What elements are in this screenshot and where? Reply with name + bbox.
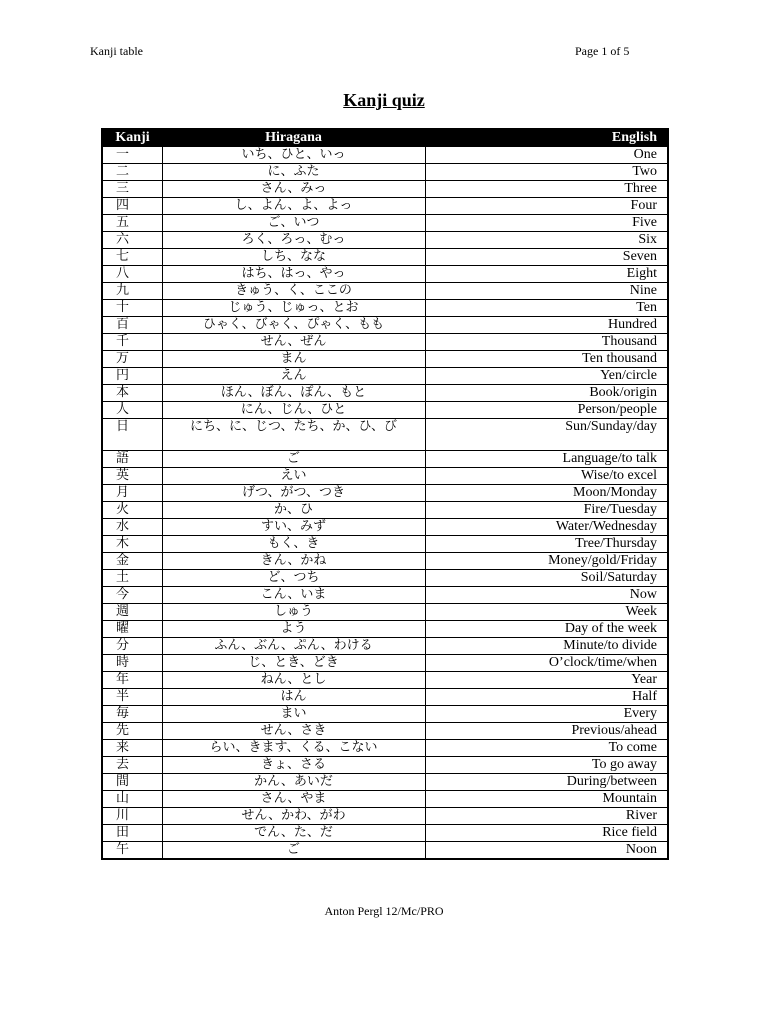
header-row — [102, 129, 668, 147]
hiragana-cell: さん、やま — [162, 791, 425, 808]
kanji-cell: 土 — [102, 570, 162, 587]
hiragana-cell: ろく、ろっ、むっ — [162, 232, 425, 249]
table-row — [102, 825, 668, 842]
english-cell: Week — [425, 604, 668, 621]
page-title-text: Kanji quiz — [343, 90, 425, 110]
kanji-cell: 火 — [102, 502, 162, 519]
hiragana-cell: もく、き — [162, 536, 425, 553]
table-row — [102, 672, 668, 689]
kanji-cell: 九 — [102, 283, 162, 300]
table-row — [102, 283, 668, 300]
hiragana-cell: ひゃく、びゃく、ぴゃく、もも — [162, 317, 425, 334]
hiragana-cell: し、よん、よ、よっ — [162, 198, 425, 215]
kanji-cell: 金 — [102, 553, 162, 570]
table-row — [102, 723, 668, 740]
english-cell: Year — [425, 672, 668, 689]
table-row — [102, 368, 668, 385]
kanji-cell: 万 — [102, 351, 162, 368]
hiragana-cell: こん、いま — [162, 587, 425, 604]
english-cell: River — [425, 808, 668, 825]
kanji-cell: 六 — [102, 232, 162, 249]
kanji-cell: 五 — [102, 215, 162, 232]
hiragana-cell: じ、とき、どき — [162, 655, 425, 672]
hiragana-cell: に、ふた — [162, 164, 425, 181]
english-cell: Eight — [425, 266, 668, 283]
kanji-cell: 三 — [102, 181, 162, 198]
english-cell: Thousand — [425, 334, 668, 351]
english-cell: Four — [425, 198, 668, 215]
kanji-cell: 時 — [102, 655, 162, 672]
kanji-cell: 四 — [102, 198, 162, 215]
table-row — [102, 553, 668, 570]
hiragana-cell: ご — [162, 451, 425, 468]
table-row — [102, 232, 668, 249]
english-cell: Fire/Tuesday — [425, 502, 668, 519]
kanji-cell: 二 — [102, 164, 162, 181]
table-row — [102, 638, 668, 655]
hiragana-cell: ふん、ぶん、ぷん、わける — [162, 638, 425, 655]
hiragana-cell: ご — [162, 842, 425, 860]
english-cell: Money/gold/Friday — [425, 553, 668, 570]
kanji-cell: 一 — [102, 147, 162, 164]
english-cell: Noon — [425, 842, 668, 860]
kanji-cell: 間 — [102, 774, 162, 791]
table-row — [102, 842, 668, 860]
kanji-cell: 人 — [102, 402, 162, 419]
table-row — [102, 502, 668, 519]
english-cell: Wise/to excel — [425, 468, 668, 485]
english-cell: One — [425, 147, 668, 164]
english-cell: Minute/to divide — [425, 638, 668, 655]
table-row — [102, 519, 668, 536]
hiragana-cell: らい、きます、くる、こない — [162, 740, 425, 757]
english-cell: Nine — [425, 283, 668, 300]
kanji-cell: 週 — [102, 604, 162, 621]
kanji-cell: 半 — [102, 689, 162, 706]
kanji-cell: 本 — [102, 385, 162, 402]
hiragana-cell: しち、なな — [162, 249, 425, 266]
english-cell: Book/origin — [425, 385, 668, 402]
hiragana-cell: しゅう — [162, 604, 425, 621]
kanji-cell: 語 — [102, 451, 162, 468]
hiragana-cell: ほん、ぼん、ぽん、もと — [162, 385, 425, 402]
hiragana-cell: ご、いつ — [162, 215, 425, 232]
table-row — [102, 536, 668, 553]
english-cell: Hundred — [425, 317, 668, 334]
table-row — [102, 791, 668, 808]
english-cell: Ten — [425, 300, 668, 317]
hiragana-cell: まん — [162, 351, 425, 368]
hiragana-cell: せん、ぜん — [162, 334, 425, 351]
english-cell: Two — [425, 164, 668, 181]
hiragana-cell: はん — [162, 689, 425, 706]
english-cell: Five — [425, 215, 668, 232]
table-row — [102, 468, 668, 485]
kanji-cell: 千 — [102, 334, 162, 351]
table-row — [102, 689, 668, 706]
kanji-cell: 七 — [102, 249, 162, 266]
kanji-cell: 百 — [102, 317, 162, 334]
english-cell: Ten thousand — [425, 351, 668, 368]
table-row — [102, 570, 668, 587]
english-cell: Now — [425, 587, 668, 604]
table-row — [102, 402, 668, 419]
hiragana-cell: ど、つち — [162, 570, 425, 587]
kanji-cell: 円 — [102, 368, 162, 385]
table-row — [102, 249, 668, 266]
table-row — [102, 385, 668, 402]
kanji-cell: 田 — [102, 825, 162, 842]
table-row — [102, 164, 668, 181]
table-row — [102, 198, 668, 215]
table-row — [102, 451, 668, 468]
page-title — [0, 90, 768, 111]
english-cell: Yen/circle — [425, 368, 668, 385]
kanji-cell: 曜 — [102, 621, 162, 638]
hiragana-cell: きゅう、く、ここの — [162, 283, 425, 300]
table-row — [102, 351, 668, 368]
hiragana-cell: にん、じん、ひと — [162, 402, 425, 419]
english-cell: Language/to talk — [425, 451, 668, 468]
footer-author: Anton Pergl 12/Mc/PRO — [324, 904, 444, 918]
english-cell: Water/Wednesday — [425, 519, 668, 536]
table-row — [102, 774, 668, 791]
kanji-cell: 今 — [102, 587, 162, 604]
kanji-cell: 八 — [102, 266, 162, 283]
hiragana-cell: いち、ひと、いっ — [162, 147, 425, 164]
table-row — [102, 808, 668, 825]
english-cell: Mountain — [425, 791, 668, 808]
kanji-cell: 午 — [102, 842, 162, 860]
english-cell: Day of the week — [425, 621, 668, 638]
kanji-cell: 先 — [102, 723, 162, 740]
table-row — [102, 266, 668, 283]
column-header-kanji: Kanji — [102, 129, 162, 147]
table-row — [102, 740, 668, 757]
english-cell: Every — [425, 706, 668, 723]
hiragana-cell: すい、みず — [162, 519, 425, 536]
kanji-cell: 月 — [102, 485, 162, 502]
table-row — [102, 655, 668, 672]
english-cell: Previous/ahead — [425, 723, 668, 740]
hiragana-cell: ねん、とし — [162, 672, 425, 689]
hiragana-cell: えん — [162, 368, 425, 385]
table-row — [102, 419, 668, 451]
hiragana-cell: きょ、さる — [162, 757, 425, 774]
kanji-cell: 年 — [102, 672, 162, 689]
table-row — [102, 621, 668, 638]
table-row — [102, 317, 668, 334]
page-number: Page 1 of 5 — [575, 44, 630, 58]
table-row — [102, 757, 668, 774]
english-cell: Seven — [425, 249, 668, 266]
english-cell: Three — [425, 181, 668, 198]
kanji-cell: 英 — [102, 468, 162, 485]
english-cell: Sun/Sunday/day — [425, 419, 668, 451]
table-row — [102, 706, 668, 723]
kanji-cell: 山 — [102, 791, 162, 808]
hiragana-cell: はち、はっ、やっ — [162, 266, 425, 283]
table-row — [102, 485, 668, 502]
table-row — [102, 181, 668, 198]
hiragana-cell: じゅう、じゅっ、とお — [162, 300, 425, 317]
hiragana-cell: せん、かわ、がわ — [162, 808, 425, 825]
column-header-english: English — [425, 129, 668, 147]
table-row — [102, 334, 668, 351]
kanji-cell: 川 — [102, 808, 162, 825]
english-cell: Person/people — [425, 402, 668, 419]
english-cell: Six — [425, 232, 668, 249]
table-row — [102, 604, 668, 621]
kanji-cell: 来 — [102, 740, 162, 757]
hiragana-cell: せん、さき — [162, 723, 425, 740]
kanji-cell: 木 — [102, 536, 162, 553]
kanji-cell: 水 — [102, 519, 162, 536]
hiragana-cell: でん、た、だ — [162, 825, 425, 842]
table-row — [102, 300, 668, 317]
hiragana-cell: えい — [162, 468, 425, 485]
english-cell: O’clock/time/when — [425, 655, 668, 672]
table-row — [102, 147, 668, 164]
hiragana-cell: きん、かね — [162, 553, 425, 570]
table-row — [102, 215, 668, 232]
kanji-table — [101, 128, 669, 860]
hiragana-cell: よう — [162, 621, 425, 638]
english-cell: To go away — [425, 757, 668, 774]
english-cell: During/between — [425, 774, 668, 791]
table-body — [102, 147, 668, 860]
table-row — [102, 587, 668, 604]
english-cell: Soil/Saturday — [425, 570, 668, 587]
kanji-cell: 十 — [102, 300, 162, 317]
hiragana-cell: にち、に、じつ、たち、か、ひ、び — [162, 419, 425, 451]
running-header-left: Kanji table — [90, 44, 143, 58]
english-cell: Half — [425, 689, 668, 706]
english-cell: To come — [425, 740, 668, 757]
hiragana-cell: かん、あいだ — [162, 774, 425, 791]
hiragana-cell: げつ、がつ、つき — [162, 485, 425, 502]
kanji-cell: 毎 — [102, 706, 162, 723]
english-cell: Rice field — [425, 825, 668, 842]
hiragana-cell: か、ひ — [162, 502, 425, 519]
column-header-hiragana: Hiragana — [162, 129, 425, 147]
hiragana-cell: さん、みっ — [162, 181, 425, 198]
kanji-cell: 去 — [102, 757, 162, 774]
kanji-cell: 日 — [102, 419, 162, 451]
table-header — [102, 129, 668, 147]
hiragana-cell: まい — [162, 706, 425, 723]
english-cell: Moon/Monday — [425, 485, 668, 502]
english-cell: Tree/Thursday — [425, 536, 668, 553]
kanji-cell: 分 — [102, 638, 162, 655]
